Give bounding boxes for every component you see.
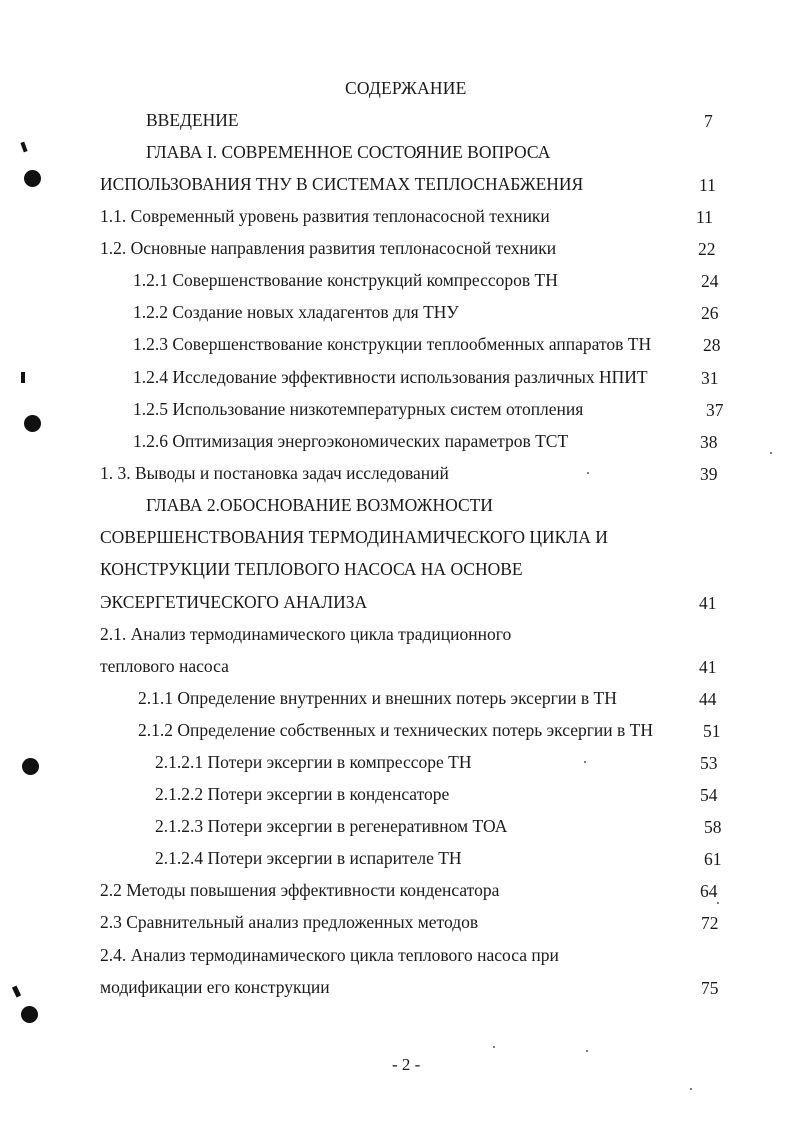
speck	[493, 1046, 495, 1048]
toc-entry-text: 1.2. Основные направления развития теплонасосной техники	[100, 238, 557, 258]
toc-entry-text: ИСПОЛЬЗОВАНИЯ ТНУ В СИСТЕМАХ ТЕПЛОСНАБЖЕНИЯ	[100, 174, 584, 194]
toc-entry-text: 1.2.3 Совершенствование конструкции теплообменных аппаратов ТН	[133, 334, 652, 354]
toc-entry-page: 41	[699, 593, 717, 613]
toc-entry-page: 31	[701, 368, 719, 388]
page-number: - 2 -	[392, 1055, 421, 1074]
margin-mark-3	[12, 985, 21, 997]
toc-entry-text: 2.1.1 Определение внутренних и внешних потерь эксергии в ТН	[138, 688, 617, 708]
toc-entry-text: 2.1.2.4 Потери эксергии в испарителе ТН	[155, 848, 462, 868]
toc-entry-page: 75	[701, 978, 719, 998]
binder-hole-4	[21, 1006, 38, 1023]
toc-entry-page: 61	[704, 849, 722, 869]
toc-entry-page: 22	[698, 239, 716, 259]
binder-hole-2	[24, 415, 41, 432]
toc-entry-text: ГЛАВА I. СОВРЕМЕННОЕ СОСТОЯНИЕ ВОПРОСА	[146, 142, 551, 162]
toc-entry-page: 58	[704, 817, 722, 837]
toc-entry-text: 1.2.5 Использование низкотемпературных систем отопления	[133, 399, 584, 419]
toc-entry-page: 72	[701, 913, 719, 933]
toc-entry-text: 1.2.2 Создание новых хладагентов для ТНУ	[133, 302, 459, 322]
toc-entry-page: 51	[703, 721, 721, 741]
toc-entry-text: 2.1.2.1 Потери эксергии в компрессоре ТН	[155, 752, 472, 772]
toc-entry-text: 2.1.2.3 Потери эксергии в регенеративном ТОА	[155, 816, 508, 836]
toc-entry-page: 64	[700, 881, 718, 901]
margin-mark-2	[21, 372, 25, 383]
toc-entry-text: 2.1. Анализ термодинамического цикла традиционного	[100, 624, 512, 644]
toc-entry-text: ГЛАВА 2.ОБОСНОВАНИЕ ВОЗМОЖНОСТИ	[146, 495, 493, 515]
margin-mark-1	[20, 142, 27, 153]
toc-entry-page: 28	[703, 335, 721, 355]
toc-entry-page: 26	[701, 303, 719, 323]
speck	[586, 1050, 588, 1052]
speck	[770, 452, 772, 454]
toc-entry-page: 41	[699, 657, 717, 677]
toc-entry-page: 11	[699, 175, 716, 195]
toc-entry-page: 7	[704, 111, 713, 131]
toc-entry-page: 54	[700, 785, 718, 805]
page-title: СОДЕРЖАНИЕ	[345, 78, 467, 98]
toc-entry-text: 1.2.6 Оптимизация энергоэкономических параметров ТСТ	[133, 431, 569, 451]
toc-entry-text: ЭКСЕРГЕТИЧЕСКОГО АНАЛИЗА	[100, 592, 368, 612]
toc-entry-text: 2.1.2 Определение собственных и технических потерь эксергии в ТН	[138, 720, 653, 740]
binder-hole-1	[24, 170, 41, 187]
binder-hole-3	[22, 758, 39, 775]
speck	[690, 1088, 692, 1090]
toc-entry-text: теплового насоса	[100, 656, 229, 676]
toc-entry-page: 44	[699, 689, 717, 709]
toc-entry-text: ВВЕДЕНИЕ	[146, 110, 239, 130]
toc-entry-text: 2.4. Анализ термодинамического цикла теплового насоса при	[100, 945, 559, 965]
toc-entry-text: модификации его конструкции	[100, 977, 330, 997]
toc-entry-text: 2.1.2.2 Потери эксергии в конденсаторе	[155, 784, 450, 804]
toc-entry-page: 11	[696, 207, 713, 227]
toc-entry-page: 53	[700, 753, 718, 773]
toc-entry-page: 39	[700, 464, 718, 484]
toc-entry-page: 37	[706, 400, 724, 420]
speck	[584, 761, 586, 763]
toc-entry-text: 1.1. Современный уровень развития теплонасосной техники	[100, 206, 550, 226]
speck	[717, 902, 719, 904]
toc-entry-text: КОНСТРУКЦИИ ТЕПЛОВОГО НАСОСА НА ОСНОВЕ	[100, 559, 523, 579]
toc-entry-text: 1.2.4 Исследование эффективности использования различных НПИТ	[133, 367, 648, 387]
toc-entry-text: 2.2 Методы повышения эффективности конденсатора	[100, 880, 500, 900]
toc-entry-text: 2.3 Сравнительный анализ предложенных методов	[100, 912, 479, 932]
toc-entry-page: 24	[701, 271, 719, 291]
toc-entry-text: СОВЕРШЕНСТВОВАНИЯ ТЕРМОДИНАМИЧЕСКОГО ЦИКЛА И	[100, 527, 608, 547]
speck	[587, 472, 589, 474]
toc-entry-page: 38	[700, 432, 718, 452]
toc-entry-text: 1. 3. Выводы и постановка задач исследований	[100, 463, 449, 483]
toc-entry-text: 1.2.1 Совершенствование конструкций компрессоров ТН	[133, 270, 558, 290]
